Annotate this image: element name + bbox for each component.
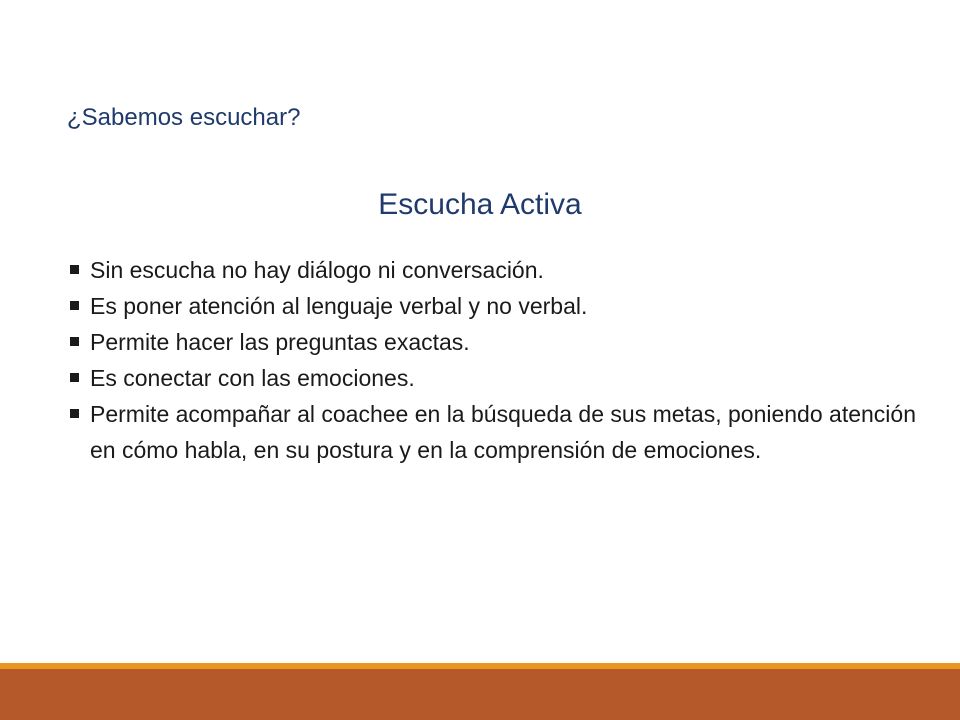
bullet-item — [68, 252, 918, 288]
bullet-text: Permite hacer las preguntas exactas. — [90, 329, 470, 355]
square-bullet-icon — [70, 301, 79, 310]
bullet-text: Es conectar con las emociones. — [90, 365, 415, 391]
slide-title: Escucha Activa — [378, 188, 582, 221]
bullet-item — [68, 396, 918, 468]
square-bullet-icon — [70, 409, 79, 418]
bullet-text: Es poner atención al lenguaje verbal y no verbal. — [90, 293, 588, 319]
bullet-item — [68, 324, 918, 360]
footer-bar — [0, 669, 960, 720]
slide-heading: ¿Sabemos escuchar? — [67, 104, 301, 131]
square-bullet-icon — [70, 373, 79, 382]
bullet-item — [68, 288, 918, 324]
bullet-item — [68, 360, 918, 396]
square-bullet-icon — [70, 337, 79, 346]
square-bullet-icon — [70, 265, 79, 274]
bullet-list — [68, 252, 918, 468]
bullet-text: Permite acompañar al coachee en la búsqueda de sus metas, poniendo atención en cómo habla, en su postura y en la comprensión de emociones. — [90, 401, 916, 463]
bullet-text: Sin escucha no hay diálogo ni conversación. — [90, 257, 544, 283]
